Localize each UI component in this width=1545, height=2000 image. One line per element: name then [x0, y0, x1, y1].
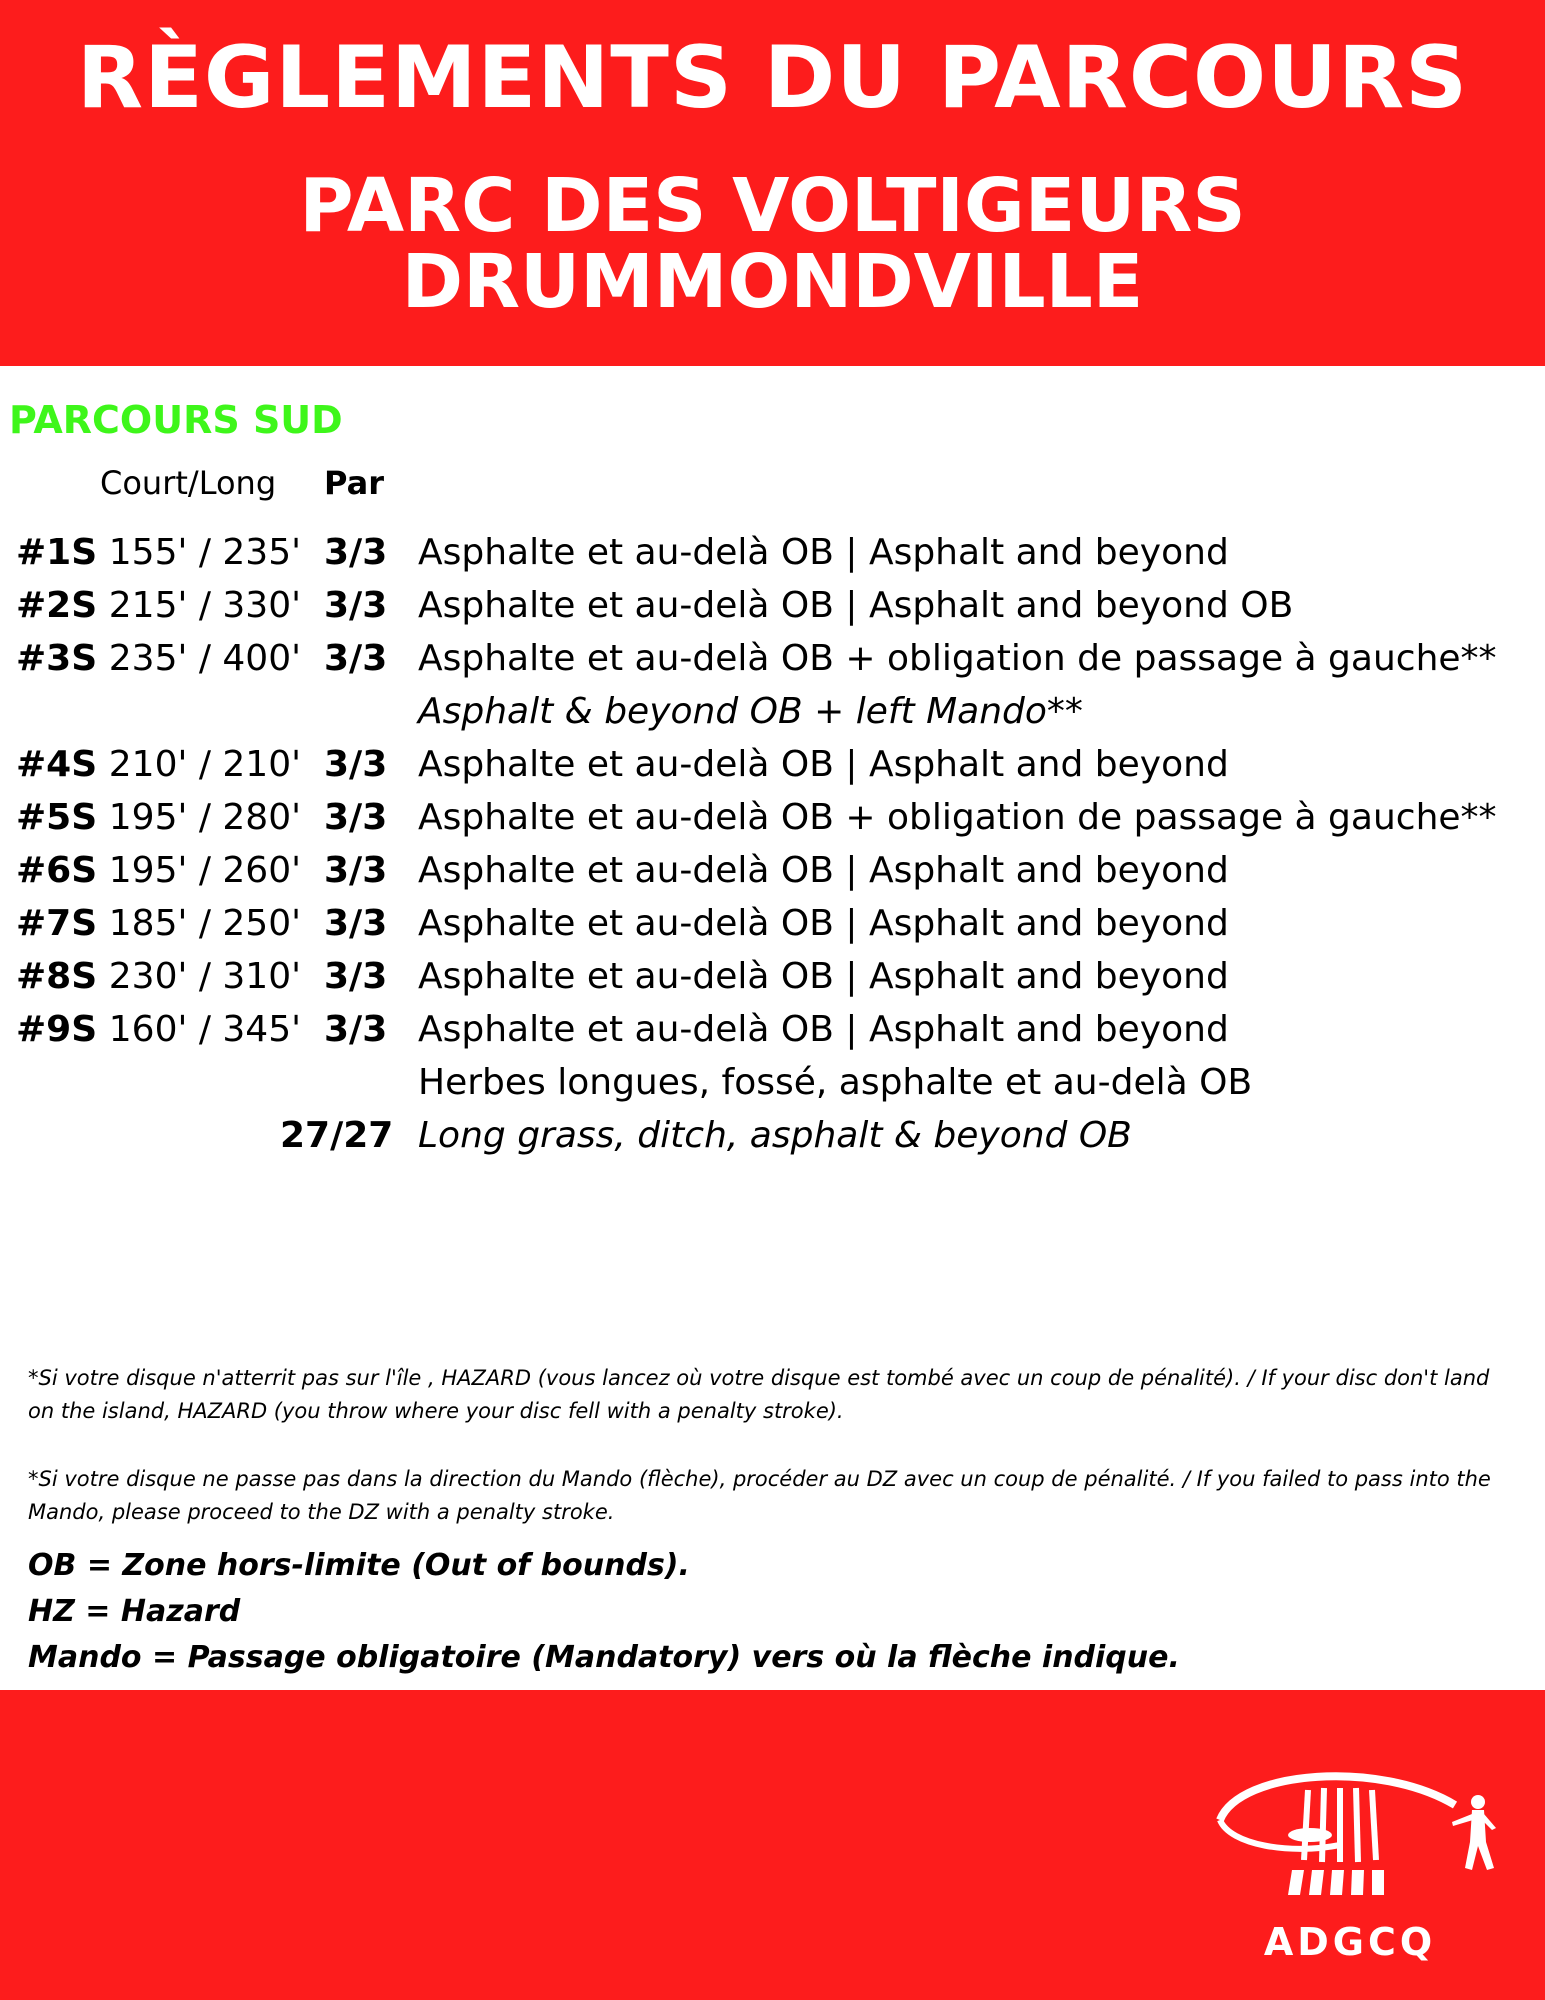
total-par: 27/27 [280, 1115, 394, 1156]
hole-distance: 195' / 280' [108, 797, 301, 838]
total-description: Long grass, ditch, asphalt & beyond OB [418, 1115, 1132, 1156]
hole-number: #8S [16, 956, 98, 997]
mando-note: *Si votre disque ne passe pas dans la direction du Mando (flèche), procéder au DZ avec un coup de pénalité. / If you failed to pass into the Mando, please proceed to the DZ with a penalty stroke. [28, 1467, 1491, 1524]
hole-number: #2S [16, 585, 98, 626]
hole-distance: 195' / 260' [108, 850, 301, 891]
hole-description: Asphalte et au-delà OB + obligation de passage à gauche** [418, 797, 1497, 838]
hole-row [0, 632, 1545, 685]
park-name: PARC DES VOLTIGEURS [299, 163, 1246, 249]
hole-description: Asphalte et au-delà OB | Asphalt and beyond [418, 850, 1229, 891]
header-banner [0, 0, 1545, 366]
footer-banner [0, 1690, 1545, 2000]
course-note-row [0, 1056, 1545, 1109]
hole-distance: 215' / 330' [108, 585, 301, 626]
hole-row [0, 897, 1545, 950]
column-header-par: Par [324, 464, 384, 502]
hole-distance: 210' / 210' [108, 744, 301, 785]
hole-par: 3/3 [324, 744, 388, 785]
hole-description: Asphalte et au-delà OB + obligation de passage à gauche** [418, 638, 1497, 679]
hole-row [0, 738, 1545, 791]
legend-mando: Mando = Passage obligatoire (Mandatory) vers où la flèche indique. [28, 1640, 1180, 1675]
hole-number: #1S [16, 532, 98, 573]
adgcq-logo [1200, 1750, 1510, 1970]
section-title: PARCOURS SUD [9, 398, 343, 442]
hole-description: Asphalte et au-delà OB | Asphalt and beyond OB [418, 585, 1294, 626]
hole-row [0, 1003, 1545, 1056]
hole-number: #9S [16, 1009, 98, 1050]
hole-par: 3/3 [324, 956, 388, 997]
hole-description: Asphalte et au-delà OB | Asphalt and beyond [418, 532, 1229, 573]
hazard-note: *Si votre disque n'atterrit pas sur l'île , HAZARD (vous lancez où votre disque est tombé avec un coup de pénalité). / If your disc don't land on the island, HAZARD (you throw where your disc fell with a penalty stroke). [28, 1366, 1490, 1423]
hole-number: #7S [16, 903, 98, 944]
hole-number: #4S [16, 744, 98, 785]
hole-number: #3S [16, 638, 98, 679]
hole-description: Asphalte et au-delà OB | Asphalt and beyond [418, 1009, 1229, 1050]
hole-row [0, 526, 1545, 579]
hole-par: 3/3 [324, 797, 388, 838]
legend-hz: HZ = Hazard [28, 1594, 241, 1629]
hole-distance: 155' / 235' [108, 532, 301, 573]
hole-par: 3/3 [324, 1009, 388, 1050]
hole-row [0, 579, 1545, 632]
hole-number: #5S [16, 797, 98, 838]
hole-par: 3/3 [324, 850, 388, 891]
city-name: DRUMMONDVILLE [401, 239, 1144, 325]
course-note: Herbes longues, fossé, asphalte et au-delà OB [418, 1062, 1253, 1103]
page-title: RÈGLEMENTS DU PARCOURS [76, 28, 1469, 128]
hole-description-english: Asphalt & beyond OB + left Mando** [418, 691, 1083, 732]
hole-description: Asphalte et au-delà OB | Asphalt and beyond [418, 903, 1229, 944]
hole-description: Asphalte et au-delà OB | Asphalt and beyond [418, 744, 1229, 785]
hole-distance: 185' / 250' [108, 903, 301, 944]
hole-par: 3/3 [324, 532, 388, 573]
hole-row [0, 844, 1545, 897]
hole-row [0, 950, 1545, 1003]
disc-golf-basket-icon [1200, 1750, 1510, 1920]
hole-distance: 230' / 310' [108, 956, 301, 997]
hole-distance: 235' / 400' [108, 638, 301, 679]
logo-text: ADGCQ [1263, 1920, 1437, 1964]
total-row [0, 1109, 1545, 1162]
hole-par: 3/3 [324, 903, 388, 944]
hole-row [0, 791, 1545, 844]
hole-par: 3/3 [324, 638, 388, 679]
hole-distance: 160' / 345' [108, 1009, 301, 1050]
column-header-court-long: Court/Long [100, 464, 277, 502]
hole-row-continuation [0, 685, 1545, 738]
legend-ob: OB = Zone hors-limite (Out of bounds). [28, 1548, 690, 1583]
hole-description: Asphalte et au-delà OB | Asphalt and beyond [418, 956, 1229, 997]
hole-par: 3/3 [324, 585, 388, 626]
hole-number: #6S [16, 850, 98, 891]
